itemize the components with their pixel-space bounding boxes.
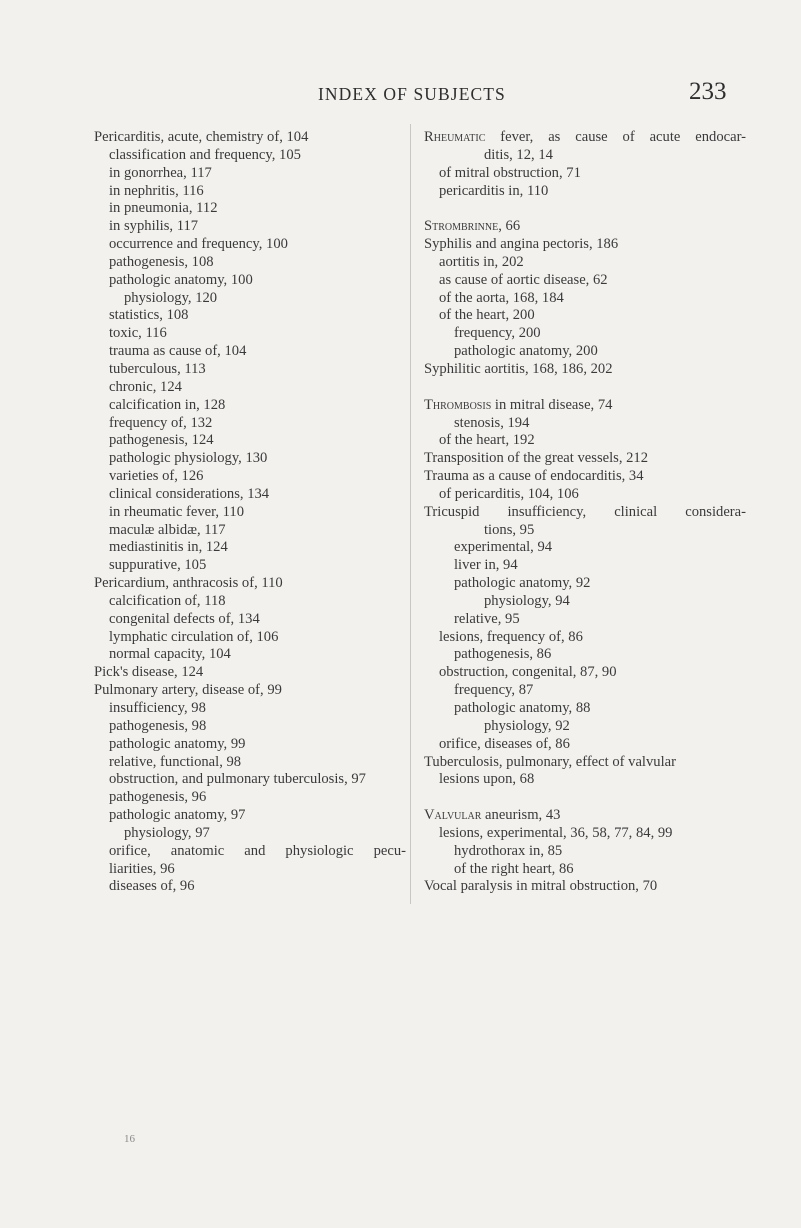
index-column-left (94, 129, 406, 896)
page-number: 233 (689, 78, 727, 105)
index-subentry: pathologic physiology, 130 (109, 450, 268, 467)
index-heading-entry (424, 397, 746, 415)
index-heading-entry: Pick's disease, 124 (94, 664, 204, 681)
index-subentry: as cause of aortic disease, 62 (439, 271, 608, 288)
index-subentry: of the heart, 192 (439, 432, 535, 449)
index-subentry: obstruction, and pulmonary tuberculosis, 97 (109, 771, 366, 788)
index-subentry: experimental, 94 (454, 539, 553, 556)
index-subentry: pathologic anatomy, 97 (109, 807, 246, 824)
entry-lead-term: Strombrinne (424, 218, 499, 235)
entry-rest: fever, as cause of acute endocar- (485, 129, 746, 145)
index-heading-entry: Transposition of the great vessels, 212 (424, 450, 649, 467)
index-heading-entry (424, 807, 746, 825)
index-subentry: statistics, 108 (109, 307, 189, 324)
entry-gap (424, 379, 746, 397)
index-subentry: frequency, 200 (454, 325, 541, 342)
column-divider (410, 124, 411, 904)
index-subentry: pathogenesis, 124 (109, 432, 214, 449)
index-subentry: orifice, anatomic and physiologic pecu- (109, 842, 406, 859)
index-subentry: occurrence and frequency, 100 (109, 236, 288, 253)
index-subentry: relative, functional, 98 (109, 753, 242, 770)
index-subentry: tuberculous, 113 (109, 360, 206, 377)
index-subentry: liarities, 96 (109, 860, 175, 877)
entry-rest: aneurism, 43 (481, 807, 561, 824)
index-subentry: pathologic anatomy, 200 (454, 343, 598, 360)
index-subentry: pathogenesis, 86 (454, 646, 552, 663)
index-subentry: of mitral obstruction, 71 (439, 164, 581, 181)
index-subentry: frequency, 87 (454, 682, 534, 699)
index-subentry: pathologic anatomy, 88 (454, 700, 591, 716)
index-subentry: physiology, 120 (124, 289, 218, 306)
index-heading-entry: Tricuspid insufficiency, clinical considera- (424, 503, 746, 520)
index-subentry: liver in, 94 (454, 557, 518, 574)
index-heading-entry: Tuberculosis, pulmonary, effect of valvular (424, 753, 676, 770)
index-subentry: of pericarditis, 104, 106 (439, 485, 579, 502)
index-subentry: diseases of, 96 (109, 878, 195, 895)
index-column-right (424, 129, 746, 896)
index-subentry: physiology, 94 (484, 592, 570, 609)
index-subentry: stenosis, 194 (454, 414, 530, 431)
index-subentry: pathologic anatomy, 99 (109, 735, 246, 752)
index-subentry: in rheumatic fever, 110 (109, 503, 245, 520)
index-heading-entry (424, 129, 746, 147)
index-subentry: pathogenesis, 98 (109, 717, 207, 734)
index-subentry: maculæ albidæ, 117 (109, 521, 226, 538)
index-heading-entry: Pericarditis, acute, chemistry of, 104 (94, 129, 309, 145)
index-heading-entry: Pulmonary artery, disease of, 99 (94, 682, 282, 699)
index-subentry: tions, 95 (484, 521, 535, 538)
index-subentry: physiology, 92 (484, 717, 570, 734)
index-subentry: trauma as cause of, 104 (109, 343, 247, 360)
index-subentry: mediastinitis in, 124 (109, 539, 228, 556)
index-subentry: physiology, 97 (124, 824, 210, 841)
index-subentry: obstruction, congenital, 87, 90 (439, 664, 617, 681)
index-heading-entry: Vocal paralysis in mitral obstruction, 70 (424, 878, 658, 895)
index-subentry: of the right heart, 86 (454, 860, 574, 877)
index-subentry: pathogenesis, 96 (109, 789, 207, 806)
index-heading-entry: Pericardium, anthracosis of, 110 (94, 575, 283, 592)
index-subentry: of the heart, 200 (439, 307, 535, 324)
entry-rest: in mitral disease, 74 (491, 396, 613, 413)
index-subentry: clinical considerations, 134 (109, 485, 270, 502)
index-subentry: in gonorrhea, 117 (109, 164, 212, 181)
index-subentry: chronic, 124 (109, 378, 182, 395)
index-subentry: toxic, 116 (109, 325, 167, 342)
index-heading-entry: Syphilitic aortitis, 168, 186, 202 (424, 360, 613, 377)
index-subentry: lesions upon, 68 (439, 771, 535, 788)
index-heading-entry (424, 218, 746, 236)
entry-lead-term: Thrombosis (424, 396, 492, 413)
entry-lead-term: Valvular (424, 807, 482, 824)
entry-gap (424, 200, 746, 218)
index-subentry: in nephritis, 116 (109, 182, 204, 199)
index-subentry: pathogenesis, 108 (109, 253, 214, 270)
index-subentry: orifice, diseases of, 86 (439, 735, 570, 752)
index-subentry: calcification in, 128 (109, 396, 226, 413)
index-subentry: classification and frequency, 105 (109, 146, 301, 163)
index-subentry: normal capacity, 104 (109, 646, 231, 663)
signature-mark: 16 (124, 1133, 135, 1145)
index-subentry: pathologic anatomy, 100 (109, 271, 253, 288)
running-head: INDEX OF SUBJECTS (318, 84, 506, 104)
entry-rest: , 66 (498, 218, 521, 235)
index-subentry: hydrothorax in, 85 (454, 842, 563, 859)
index-heading-entry: Syphilis and angina pectoris, 186 (424, 236, 619, 253)
index-subentry: calcification of, 118 (109, 592, 226, 609)
index-subentry: relative, 95 (454, 610, 520, 627)
index-subentry: insufficiency, 98 (109, 700, 206, 716)
index-subentry: frequency of, 132 (109, 414, 213, 431)
index-subentry: congenital defects of, 134 (109, 610, 260, 627)
index-subentry: aortitis in, 202 (439, 253, 524, 270)
index-subentry: pericarditis in, 110 (439, 182, 549, 199)
index-subentry: pathologic anatomy, 92 (454, 575, 591, 592)
index-subentry: lymphatic circulation of, 106 (109, 628, 279, 645)
entry-lead-term: Rheumatic (424, 129, 486, 145)
index-subentry: in syphilis, 117 (109, 218, 199, 235)
index-subentry: lesions, experimental, 36, 58, 77, 84, 99 (439, 824, 673, 841)
index-subentry: of the aorta, 168, 184 (439, 289, 564, 306)
index-subentry: ditis, 12, 14 (484, 146, 553, 163)
index-subentry: in pneumonia, 112 (109, 200, 218, 217)
index-subentry: suppurative, 105 (109, 557, 207, 574)
index-subentry: lesions, frequency of, 86 (439, 628, 583, 645)
index-heading-entry: Trauma as a cause of endocarditis, 34 (424, 468, 644, 485)
entry-gap (424, 789, 746, 807)
index-subentry: varieties of, 126 (109, 468, 204, 485)
